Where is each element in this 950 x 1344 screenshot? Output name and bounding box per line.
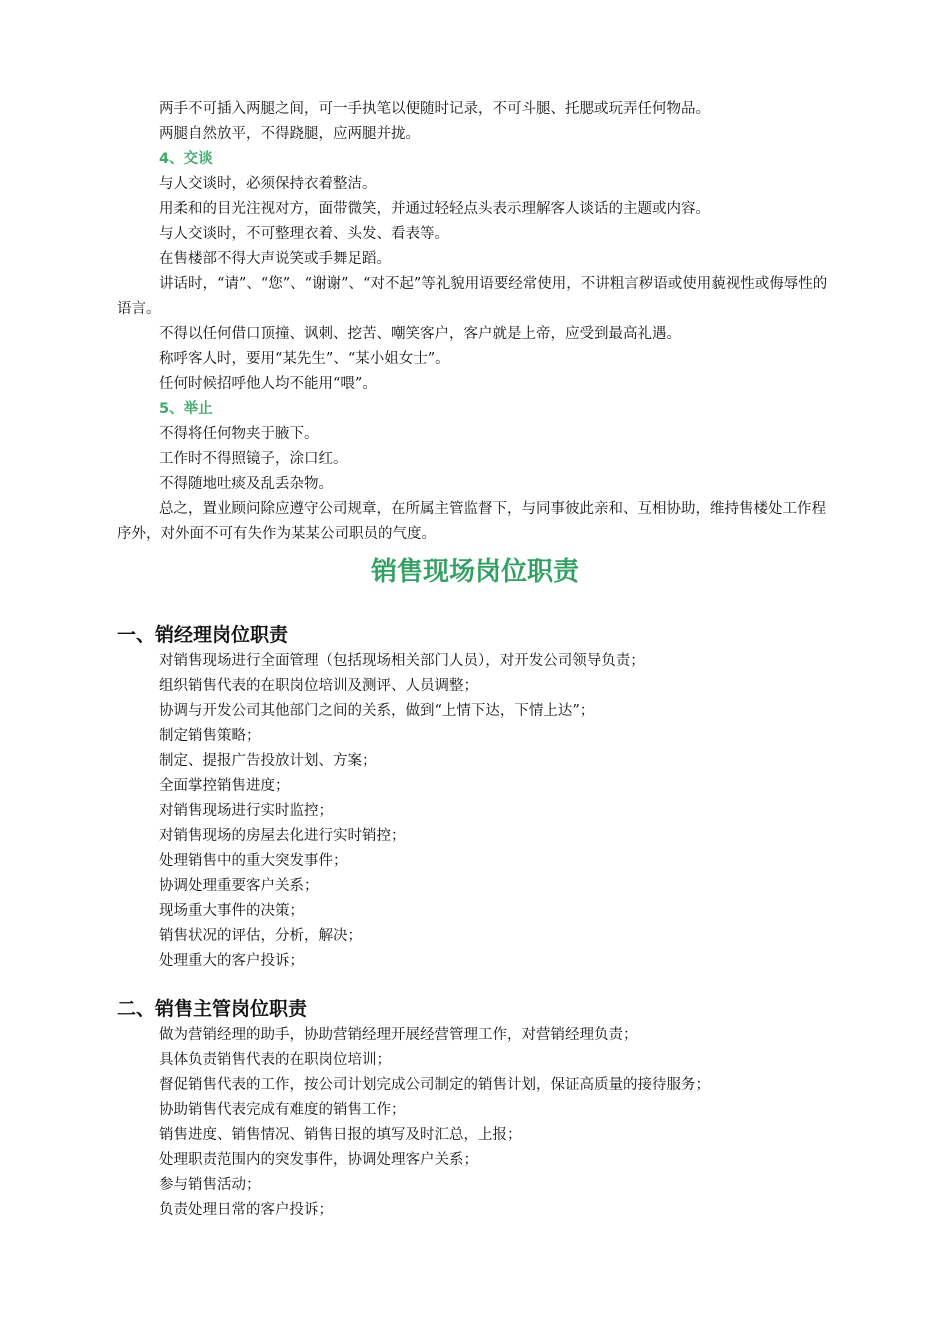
etiquette-section <box>117 97 837 547</box>
paragraph: 两手不可插入两腿之间，可一手执笔以便随时记录，不可斗腿、托腮或玩弄任何物品。 <box>159 101 710 117</box>
paragraph: 与人交谈时，必须保持衣着整洁。 <box>159 176 377 192</box>
list-item: 负责处理日常的客户投诉； <box>159 1202 333 1218</box>
list-item: 现场重大事件的决策； <box>159 903 304 919</box>
list-item: 销售进度、销售情况、销售日报的填写及时汇总，上报； <box>159 1127 522 1143</box>
list-item: 销售状况的评估，分析，解决； <box>159 928 362 944</box>
list-item: 制定、提报广告投放计划、方案； <box>159 753 377 769</box>
paragraph: 两腿自然放平，不得跷腿，应两腿并拢。 <box>159 126 420 142</box>
paragraph: 与人交谈时，不可整理衣着、头发、看表等。 <box>159 226 449 242</box>
list-item: 组织销售代表的在职岗位培训及测评、人员调整； <box>159 678 478 694</box>
list-item: 对销售现场的房屋去化进行实时销控； <box>159 828 406 844</box>
list-item: 处理职责范围内的突发事件，协调处理客户关系； <box>159 1152 478 1168</box>
paragraph: 用柔和的目光注视对方，面带微笑，并通过轻轻点头表示理解客人谈话的主题或内容。 <box>159 201 710 217</box>
list-item: 协调与开发公司其他部门之间的关系，做到“上情下达，下情上达”； <box>159 703 595 719</box>
paragraph: 在售楼部不得大声说笑或手舞足蹈。 <box>159 251 391 267</box>
paragraph: 不得将任何物夹于腋下。 <box>159 426 319 442</box>
paragraph: 称呼客人时，要用“某先生”、“某小姐女士”。 <box>159 351 450 367</box>
paragraph: 总之，置业顾问除应遵守公司规章，在所属主管监督下，与同事彼此亲和、互相协助，维持售楼处工作程序外，对外面不可有失作为某某公司职员的气度。 <box>117 501 826 542</box>
subheading-behavior: 5、举止 <box>159 401 213 417</box>
list-item: 对销售现场进行实时监控； <box>159 803 333 819</box>
paragraph: 不得随地吐痰及乱丢杂物。 <box>159 476 333 492</box>
list-item: 协助销售代表完成有难度的销售工作； <box>159 1102 406 1118</box>
document-title: 销售现场岗位职责 <box>370 557 579 587</box>
list-item: 参与销售活动； <box>159 1177 261 1193</box>
paragraph: 讲话时，“请”、“您”、“谢谢”、“对不起”等礼貌用语要经常使用，不讲粗言秽语或使用藐视性或侮辱性的语言。 <box>117 276 828 317</box>
paragraph: 任何时候招呼他人均不能用“喂”。 <box>159 376 377 392</box>
list-item: 做为营销经理的助手，协助营销经理开展经营管理工作，对营销经理负责； <box>159 1027 638 1043</box>
list-item: 处理销售中的重大突发事件； <box>159 853 348 869</box>
section-heading: 一、销经理岗位职责 <box>117 624 289 646</box>
list-item: 处理重大的客户投诉； <box>159 953 304 969</box>
paragraph: 工作时不得照镜子，涂口红。 <box>159 451 348 467</box>
list-item: 全面掌控销售进度； <box>159 778 290 794</box>
list-item: 具体负责销售代表的在职岗位培训； <box>159 1052 391 1068</box>
subheading-talk: 4、交谈 <box>159 151 213 167</box>
list-item: 协调处理重要客户关系； <box>159 878 319 894</box>
section-sales-supervisor <box>117 995 837 1223</box>
list-item: 对销售现场进行全面管理（包括现场相关部门人员），对开发公司领导负责； <box>159 653 645 669</box>
list-item: 制定销售策略； <box>159 728 261 744</box>
section-heading: 二、销售主管岗位职责 <box>117 998 308 1020</box>
section-sales-manager <box>117 621 837 974</box>
list-item: 督促销售代表的工作，按公司计划完成公司制定的销售计划，保证高质量的接待服务； <box>159 1077 710 1093</box>
paragraph: 不得以任何借口顶撞、讽刺、挖苦、嘲笑客户，客户就是上帝，应受到最高礼遇。 <box>159 326 681 342</box>
